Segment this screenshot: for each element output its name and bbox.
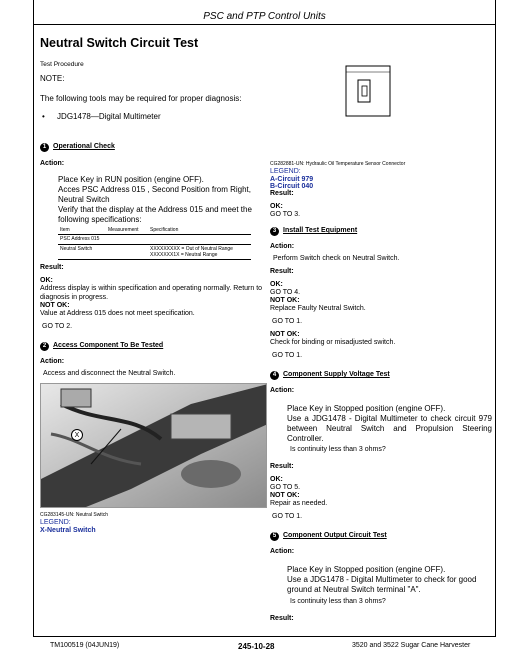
- step3-notok2-label: NOT OK:: [270, 331, 300, 338]
- step2-legend-item: X-Neutral Switch: [40, 527, 96, 534]
- table-row: [58, 235, 251, 244]
- table-row: [58, 244, 251, 260]
- photo-callout-x: X: [71, 429, 83, 441]
- step-title: Component Supply Voltage Test: [283, 371, 390, 379]
- header-rule: [33, 24, 496, 25]
- table-cell: [106, 244, 148, 260]
- step-number-badge: 2: [40, 342, 49, 351]
- right-goto: GO TO 3.: [270, 211, 301, 218]
- footer-doc-id: TM100519 (04JUN19): [50, 642, 120, 649]
- step5-line-1: Place Key in Stopped position (engine OFF).: [287, 565, 446, 574]
- step4-ok-goto: GO TO 5.: [270, 484, 301, 491]
- step1-line-2: Acces PSC Address 015 , Second Position from Right, Neutral Switch: [58, 185, 251, 204]
- step3-notok2-text: Check for binding or misadjusted switch.: [270, 339, 396, 346]
- step5-result-label: Result:: [270, 615, 294, 622]
- step2-heading: [40, 342, 163, 351]
- step1-notok-label: NOT OK:: [40, 302, 70, 309]
- neutral-switch-photo: [40, 383, 267, 508]
- step-number-badge: 4: [270, 371, 279, 380]
- step4-line-2: Use a JDG1478 - Digital Multimeter to check circuit 979 between Neutral Switch and Propulsion Steering Controller.: [287, 414, 492, 443]
- spec-value-out: XXXXXXXXX = Out of Neutral Range: [150, 245, 233, 252]
- spec-table: [58, 226, 251, 260]
- table-header: Item: [58, 226, 106, 235]
- step-title: Operational Check: [53, 143, 115, 151]
- footer-product: 3520 and 3522 Sugar Cane Harvester: [352, 642, 471, 649]
- step2-action-label: Action:: [40, 358, 65, 365]
- step5-line-2: Use a JDG1478 - Digital Multimeter to check for good ground at Neutral Switch terminal "A".: [287, 575, 477, 594]
- spec-table-wrap: [58, 226, 251, 260]
- step1-line-3: Verify that the display at the Address 015 and meet the following specifications:: [58, 205, 252, 224]
- test-procedure-label: Test Procedure: [40, 61, 84, 68]
- step4-line-1: Place Key in Stopped position (engine OFF).: [287, 404, 446, 413]
- step3-notok-label: NOT OK:: [270, 297, 300, 304]
- step1-ok-text: Address display is within specification and operating normally. Return to diagnosis in progress.: [40, 285, 263, 301]
- step-title: Access Component To Be Tested: [53, 342, 164, 350]
- step3-text: Perform Switch check on Neutral Switch.: [273, 255, 400, 262]
- connector-legend-b: B-Circuit 040: [270, 183, 314, 190]
- page-frame-right: [495, 0, 496, 636]
- step2-text: Access and disconnect the Neutral Switch.: [43, 370, 176, 377]
- step5-heading: [270, 532, 387, 541]
- step4-question: Is continuity less than 3 ohms?: [290, 446, 386, 453]
- right-ok-label: OK:: [270, 203, 283, 210]
- table-cell: PSC Address 015: [58, 235, 106, 244]
- step-number-badge: 3: [270, 227, 279, 236]
- connector-legend-a: A-Circuit 979: [270, 176, 314, 183]
- right-result-label: Result:: [270, 190, 294, 197]
- spec-value-in: XXXXXXX1X = Neutral Range: [150, 251, 218, 258]
- step1-line-1: Place Key in RUN position (engine OFF).: [58, 175, 204, 184]
- footer-rule: [33, 636, 496, 637]
- connector-legend-label: LEGEND:: [270, 168, 301, 175]
- step1-notok-text: Value at Address 015 does not meet specification.: [40, 310, 195, 317]
- step1-ok-label: OK:: [40, 277, 53, 284]
- table-header: Measurement: [106, 226, 148, 235]
- step4-result-label: Result:: [270, 463, 294, 470]
- step5-question: Is continuity less than 3 ohms?: [290, 598, 386, 605]
- step3-ok-goto: GO TO 4.: [270, 289, 301, 296]
- step-title: Install Test Equipment: [283, 227, 358, 235]
- connector-illustration: [338, 62, 398, 120]
- table-cell: [148, 244, 251, 260]
- step2-legend-label: LEGEND:: [40, 519, 71, 526]
- step3-heading: [270, 227, 357, 236]
- footer-page-number: 245-10-28: [238, 642, 275, 651]
- table-cell: [148, 235, 251, 244]
- page-frame-left: [33, 0, 34, 636]
- table-header: Specification: [148, 226, 251, 235]
- tool-list-item: [42, 112, 161, 122]
- step3-result-label: Result:: [270, 268, 294, 275]
- procedure-title: Neutral Switch Circuit Test: [40, 36, 199, 50]
- note-label: NOTE:: [40, 74, 65, 83]
- step3-notok-text: Replace Faulty Neutral Switch.: [270, 305, 366, 312]
- step3-goto-2: GO TO 1.: [272, 352, 303, 359]
- step1-goto: GO TO 2.: [42, 323, 73, 330]
- tools-text: The following tools may be required for proper diagnosis:: [40, 94, 242, 103]
- step5-action-label: Action:: [270, 548, 295, 555]
- step-number-badge: 5: [270, 532, 279, 541]
- step1-result-label: Result:: [40, 264, 64, 271]
- connector-caption: CG282881-UN: Hydraulic Oil Temperature Sensor Connector: [270, 161, 406, 167]
- step4-heading: [270, 371, 390, 380]
- step4-notok-label: NOT OK:: [270, 492, 300, 499]
- table-cell: Neutral Switch: [58, 244, 106, 260]
- step1-heading: [40, 143, 115, 152]
- step3-action-label: Action:: [270, 243, 295, 250]
- step1-action-label: Action:: [40, 160, 65, 167]
- step3-goto-1: GO TO 1.: [272, 318, 303, 325]
- step4-ok-label: OK:: [270, 476, 283, 483]
- step3-ok-label: OK:: [270, 281, 283, 288]
- step4-goto: GO TO 1.: [272, 513, 303, 520]
- step4-notok-text: Repair as needed.: [270, 500, 328, 507]
- step4-action-label: Action:: [270, 387, 295, 394]
- bullet: •: [42, 112, 45, 121]
- step-title: Component Output Circuit Test: [283, 532, 387, 540]
- tool-item-text: JDG1478—Digital Multimeter: [57, 112, 161, 121]
- step2-photo-caption: CG283145-UN: Neutral Switch: [40, 512, 109, 518]
- step-number-badge: 1: [40, 143, 49, 152]
- table-cell: [106, 235, 148, 244]
- page-header-title: PSC and PTP Control Units: [203, 11, 326, 22]
